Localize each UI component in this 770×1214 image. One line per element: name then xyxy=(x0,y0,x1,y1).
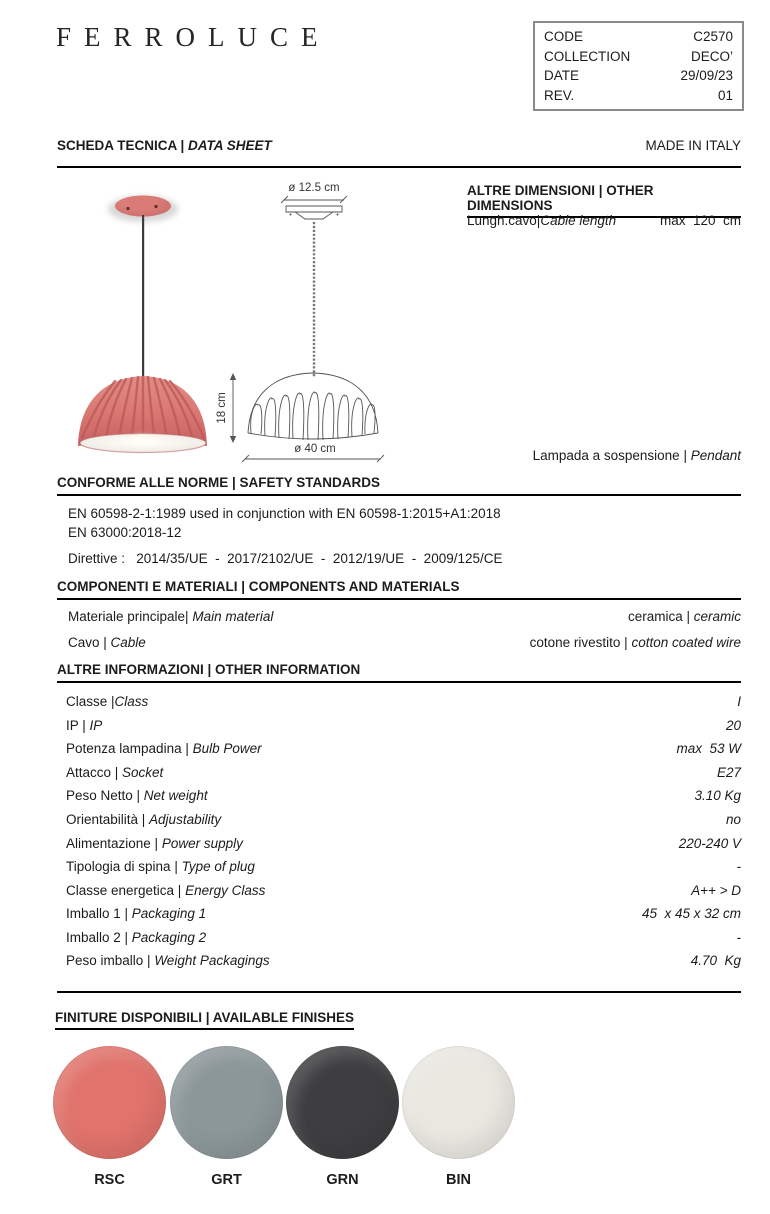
directives-line: Direttive : 2014/35/UE - 2017/2102/UE - 2012/19/UE - 2009/125/CE xyxy=(68,551,503,566)
info-label: DATE xyxy=(544,68,580,84)
spec-row xyxy=(66,737,741,761)
material-value: cotone rivestito | cotton coated wire xyxy=(529,634,741,650)
spec-row xyxy=(66,831,741,855)
materials-heading: COMPONENTI E MATERIALI | COMPONENTS AND MATERIALS xyxy=(57,579,741,600)
spec-value: 45 x 45 x 32 cm xyxy=(641,906,741,922)
made-in-italy: MADE IN ITALY xyxy=(645,138,741,153)
brand-logo: FERROLUCE xyxy=(56,22,331,52)
info-value: DECO’ xyxy=(690,48,733,64)
bulb-glow xyxy=(130,436,156,446)
shade-flutes xyxy=(251,392,375,440)
spec-row xyxy=(66,784,741,808)
info-label: CODE xyxy=(544,29,584,44)
lamp-type-label: Lampada a sospensione | Pendant xyxy=(532,448,741,463)
spec-row xyxy=(66,925,741,949)
finish-code-grn: GRN xyxy=(326,1172,359,1188)
finish-swatch-grn xyxy=(286,1046,399,1159)
spec-row xyxy=(66,808,741,832)
info-value: C2570 xyxy=(693,29,733,44)
spec-value: E27 xyxy=(716,764,741,780)
spec-value: - xyxy=(736,929,741,945)
safety-standards-text xyxy=(68,505,501,542)
info-box-row-collection xyxy=(544,49,733,64)
other-information-heading: ALTRE INFORMAZIONI | OTHER INFORMATION xyxy=(57,662,741,683)
divider-top xyxy=(57,166,741,168)
info-box-row-code xyxy=(544,29,733,44)
spec-label: Imballo 1 | Packaging 1 xyxy=(66,906,207,922)
cable-length-value: max 120 cm xyxy=(659,213,741,228)
spec-row xyxy=(66,855,741,879)
top-diameter-label: ø 12.5 cm xyxy=(288,182,340,194)
spec-label: Potenza lampadina | Bulb Power xyxy=(66,741,262,757)
finish-swatch-bin xyxy=(402,1046,515,1159)
spec-value: 4.70 Kg xyxy=(690,953,741,969)
product-figures xyxy=(55,175,435,475)
finish-code-grt: GRT xyxy=(211,1172,242,1188)
cable-length-label: Lungh.cavo|Cable length xyxy=(467,213,617,228)
technical-drawing xyxy=(216,182,384,462)
spec-label: Orientabilità | Adjustability xyxy=(66,812,222,827)
info-box-row-date xyxy=(544,68,733,83)
spec-row xyxy=(66,878,741,902)
info-label: REV. xyxy=(544,87,575,103)
spec-label: Tipologia di spina | Type of plug xyxy=(66,859,255,875)
finish-code-bin: BIN xyxy=(446,1172,471,1188)
spec-row xyxy=(66,902,741,926)
finish-swatch-rsc xyxy=(53,1046,166,1159)
product-photo xyxy=(78,196,207,453)
material-row xyxy=(68,630,741,656)
sheet-title-row xyxy=(57,138,741,153)
cable-length-row xyxy=(467,213,741,228)
material-label: Materiale principale| Main material xyxy=(68,609,274,625)
finishes-heading: FINITURE DISPONIBILI | AVAILABLE FINISHES xyxy=(55,1010,354,1030)
spec-value: max 53 W xyxy=(676,741,741,757)
other-information-rows xyxy=(66,690,741,973)
divider-bottom xyxy=(57,991,741,993)
sheet-title: SCHEDA TECNICA | DATA SHEET xyxy=(57,138,272,153)
safety-line-1: EN 60598-2-1:1989 used in conjunction with EN 60598-1:2015+A1:2018 xyxy=(68,506,501,521)
spec-label: Classe energetica | Energy Class xyxy=(66,882,266,898)
spec-label: IP | IP xyxy=(66,717,103,733)
spec-row xyxy=(66,714,741,738)
material-label: Cavo | Cable xyxy=(68,634,146,650)
height-label: 18 cm xyxy=(216,392,228,424)
spec-value: no xyxy=(725,812,741,827)
spec-label: Peso Netto | Net weight xyxy=(66,788,208,804)
material-value: ceramica | ceramic xyxy=(627,609,741,625)
spec-value: 20 xyxy=(725,717,741,733)
spec-label: Classe |Class xyxy=(66,694,149,710)
info-box xyxy=(533,21,744,111)
material-row xyxy=(68,604,741,630)
spec-row xyxy=(66,761,741,785)
safety-standards-heading: CONFORME ALLE NORME | SAFETY STANDARDS xyxy=(57,475,741,496)
info-value: 29/09/23 xyxy=(680,68,733,84)
spec-value: 220-240 V xyxy=(678,835,741,851)
finish-code-rsc: RSC xyxy=(94,1172,125,1188)
spec-label: Alimentazione | Power supply xyxy=(66,835,243,851)
spec-label: Attacco | Socket xyxy=(66,764,164,780)
info-value: 01 xyxy=(717,87,733,103)
info-label: COLLECTION xyxy=(544,48,631,64)
materials-rows xyxy=(68,604,741,655)
spec-value: 3.10 Kg xyxy=(694,788,741,804)
spec-value: A++ > D xyxy=(691,882,741,898)
safety-line-2: EN 63000:2018-12 xyxy=(68,524,182,540)
other-dimensions-heading: ALTRE DIMENSIONI | OTHER DIMENSIONS xyxy=(467,183,741,218)
spec-row xyxy=(66,949,741,973)
cable xyxy=(142,215,144,377)
spec-value: - xyxy=(736,859,741,875)
bottom-diameter-label: ø 40 cm xyxy=(294,443,336,455)
spec-label: Peso imballo | Weight Packagings xyxy=(66,953,270,969)
spec-value: I xyxy=(737,694,741,710)
spec-row xyxy=(66,690,741,714)
finish-swatch-grt xyxy=(170,1046,283,1159)
info-box-row-rev xyxy=(544,88,733,103)
spec-label: Imballo 2 | Packaging 2 xyxy=(66,929,207,945)
